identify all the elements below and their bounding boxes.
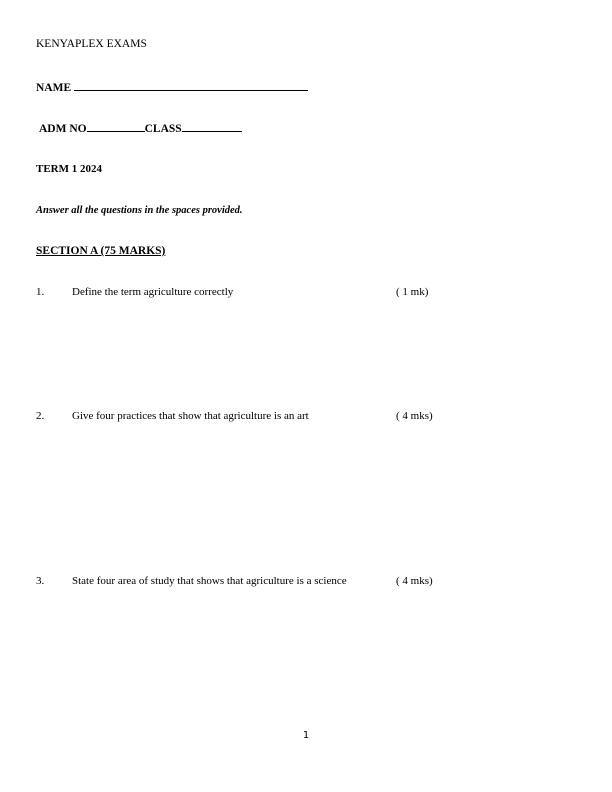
school-name: KENYAPLEX EXAMS [36, 38, 147, 50]
question-marks: ( 1 mk) [396, 286, 429, 298]
question-text: State four area of study that shows that agriculture is a science [72, 575, 347, 587]
name-label: NAME [36, 82, 72, 94]
section-title: SECTION A (75 MARKS) [36, 245, 166, 257]
adm-class-field [39, 120, 242, 136]
name-field [36, 79, 308, 95]
question-number: 3. [36, 575, 45, 587]
term-label: TERM 1 2024 [36, 163, 102, 175]
instructions: Answer all the questions in the spaces provided. [36, 205, 243, 216]
question-text: Give four practices that show that agriculture is an art [72, 410, 309, 422]
class-blank[interactable] [182, 120, 242, 132]
question-marks: ( 4 mks) [396, 575, 433, 587]
adm-label: ADM NO [39, 123, 87, 135]
question-marks: ( 4 mks) [396, 410, 433, 422]
class-label: CLASS [144, 123, 182, 135]
question-number: 2. [36, 410, 45, 422]
question-text: Define the term agriculture correctly [72, 286, 234, 298]
page-number: 1 [302, 730, 310, 741]
question-number: 1. [36, 286, 45, 298]
name-blank[interactable] [74, 79, 308, 91]
adm-blank[interactable] [87, 120, 145, 132]
